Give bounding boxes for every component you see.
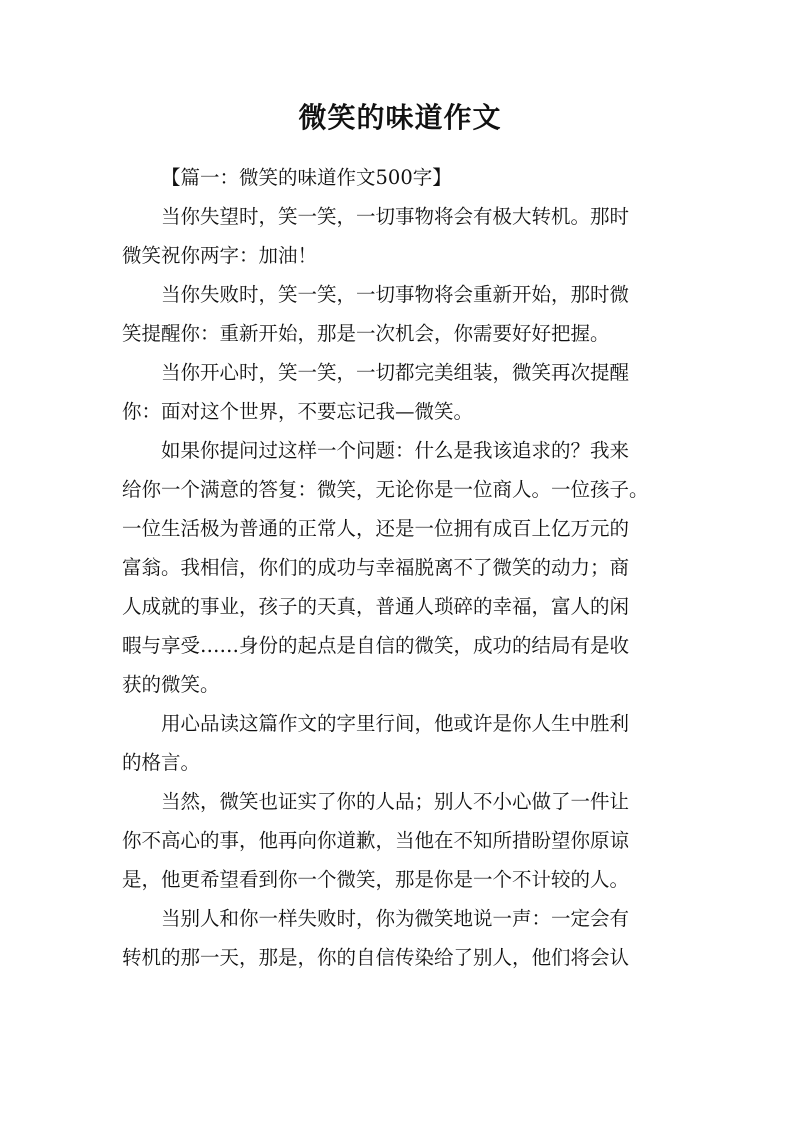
body-paragraph (122, 353, 678, 431)
paragraph-line: 暇与享受……身份的起点是自信的微笑，成功的结局有是收 (122, 634, 630, 657)
body-paragraph (122, 431, 678, 704)
body-paragraph (122, 704, 678, 782)
paragraph-line: 你不高心的事，他再向你道歉，当他在不知所措盼望你原谅 (122, 829, 630, 852)
paragraph-line: 转机的那一天，那是，你的自信传染给了别人，他们将会认 (122, 946, 630, 969)
paragraph-line: 当你失败时，笑一笑，一切事物将会重新开始，那时微 (161, 283, 630, 306)
paragraph-line: 你：面对这个世界，不要忘记我—微笑。 (122, 400, 474, 423)
body-paragraph (122, 899, 678, 977)
paragraph-line: 获的微笑。 (122, 673, 220, 696)
body-paragraph (122, 275, 678, 353)
paragraph-line: 一位生活极为普通的正常人，还是一位拥有成百上亿万元的 (122, 517, 630, 540)
paragraph-line: 富翁。我相信，你们的成功与幸福脱离不了微笑的动力；商 (122, 556, 630, 579)
body-paragraph (122, 197, 678, 275)
paragraph-line: 当你失望时，笑一笑，一切事物将会有极大转机。那时 (161, 205, 630, 228)
paragraph-line: 如果你提问过这样一个问题：什么是我该追求的？我来 (161, 439, 630, 462)
section-heading: 【篇一：微笑的味道作文500字】 (161, 166, 452, 189)
paragraph-line: 微笑祝你两字：加油！ (122, 244, 318, 267)
paragraph-line: 人成就的事业，孩子的天真，普通人琐碎的幸福，富人的闲 (122, 595, 630, 618)
body-paragraph (122, 782, 678, 899)
paragraph-line: 用心品读这篇作文的字里行间，他或许是你人生中胜利 (161, 712, 630, 735)
paragraph-line: 当你开心时，笑一笑，一切都完美组装，微笑再次提醒 (161, 361, 630, 384)
paragraph-line: 当别人和你一样失败时，你为微笑地说一声：一定会有 (161, 907, 630, 930)
paragraph-line: 笑提醒你：重新开始，那是一次机会，你需要好好把握。 (122, 322, 610, 345)
paragraph-line: 当然，微笑也证实了你的人品；别人不小心做了一件让 (161, 790, 630, 813)
document-body (122, 197, 678, 977)
paragraph-line: 是，他更希望看到你一个微笑，那是你是一个不计较的人。 (122, 868, 630, 891)
paragraph-line: 的格言。 (122, 751, 201, 774)
document-title: 微笑的味道作文 (298, 101, 502, 134)
document-page (122, 92, 678, 977)
paragraph-line: 给你一个满意的答复：微笑，无论你是一位商人。一位孩子。 (122, 478, 649, 501)
